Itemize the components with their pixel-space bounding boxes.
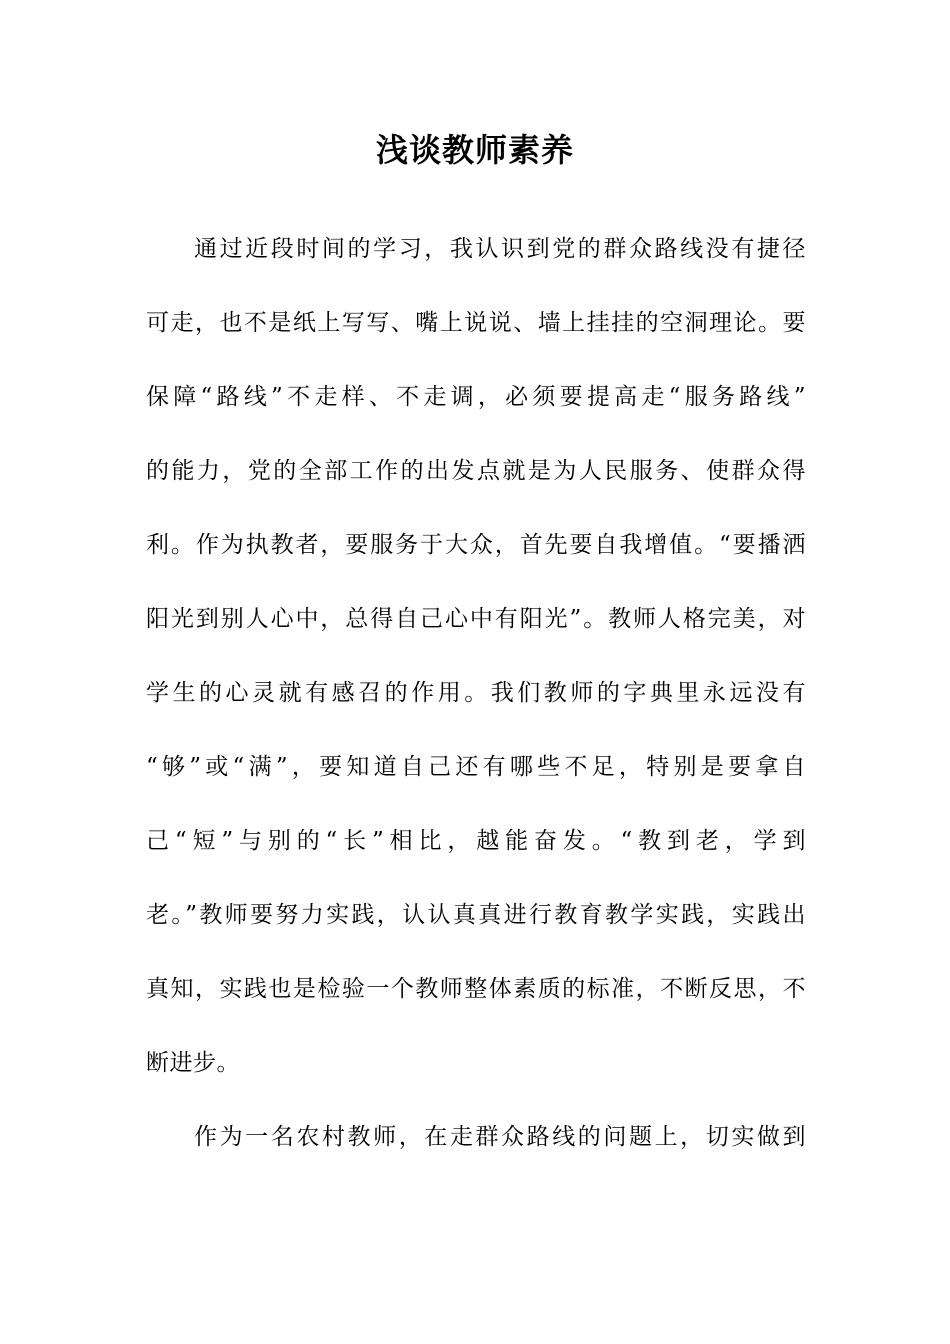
paragraph-1-line-1: 通过近段时间的学习，我认识到党的群众路线没有捷径	[194, 236, 806, 262]
paragraph-1-line-6: 阳光到别人心中，总得自己心中有阳光”。教师人格完美，对	[146, 606, 806, 632]
paragraph-1-line-5: 利。作为执教者，要服务于大众，首先要自我增值。“要播洒	[146, 532, 806, 558]
paragraph-1-line-3: 保障“路线”不走样、不走调，必须要提高走“服务路线”	[146, 384, 806, 410]
paragraph-1-line-9: 己“短”与别的“长”相比，越能奋发。“教到老，学到	[146, 828, 806, 854]
paragraph-1-line-11: 真知，实践也是检验一个教师整体素质的标准，不断反思，不	[146, 976, 806, 1002]
document-title: 浅谈教师素养	[375, 131, 574, 169]
paragraph-1-line-2: 可走，也不是纸上写写、嘴上说说、墙上挂挂的空洞理论。要	[146, 310, 806, 336]
document-body	[146, 226, 806, 1188]
paragraph-1-line-10: 老。”教师要努力实践，认认真真进行教育教学实践，实践出	[146, 902, 806, 928]
paragraph-2-line-1: 作为一名农村教师，在走群众路线的问题上，切实做到	[194, 1124, 806, 1150]
paragraph-1-line-4: 的能力，党的全部工作的出发点就是为人民服务、使群众得	[146, 458, 806, 484]
paragraph-1-line-12: 断进步。	[146, 1050, 240, 1076]
paragraph-1-line-7: 学生的心灵就有感召的作用。我们教师的字典里永远没有	[146, 680, 806, 706]
paragraph-1-line-8: “够”或“满”，要知道自己还有哪些不足，特别是要拿自	[146, 754, 806, 780]
